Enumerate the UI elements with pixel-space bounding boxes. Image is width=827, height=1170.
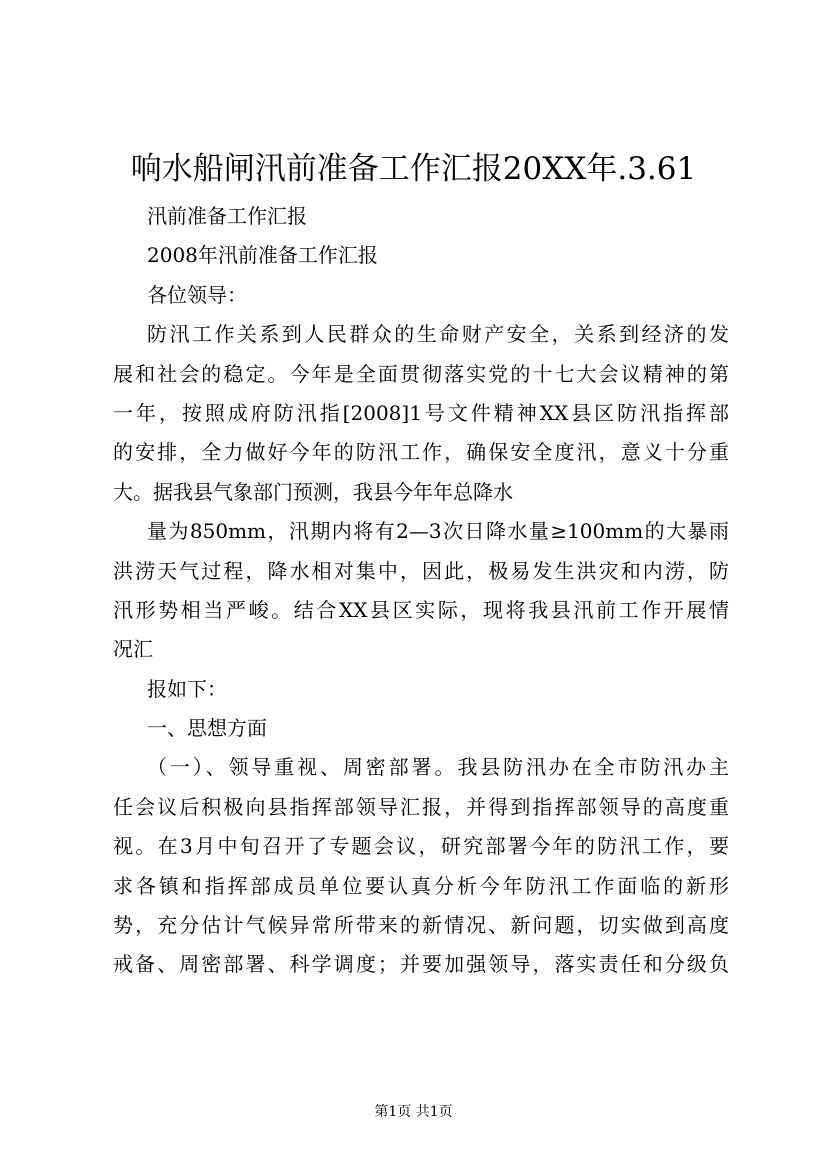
text-line: 一年，按照成府防汛指[2008]1号文件精神XX县区防汛指挥部 <box>113 400 729 425</box>
document-body <box>113 197 729 985</box>
text-line: 戒备、周密部署、科学调度；并要加强领导，落实责任和分级负 <box>113 952 729 977</box>
text-line: 防汛工作关系到人民群众的生命财产安全，关系到经济的发 <box>147 322 729 347</box>
text-line: 2008年汛前准备工作汇报 <box>147 243 378 268</box>
text-line: 视。在3月中旬召开了专题会议，研究部署今年的防汛工作，要 <box>113 834 729 859</box>
text-line: （一）、领导重视、周密部署。我县防汛办在全市防汛办主 <box>147 755 729 780</box>
text-line: 的安排，全力做好今年的防汛工作，确保安全度汛，意义十分重 <box>113 440 729 465</box>
text-line: 况汇 <box>113 637 153 662</box>
text-line: 势，充分估计气候异常所带来的新情况、新问题，切实做到高度 <box>113 913 729 938</box>
text-line: 汛形势相当严峻。结合XX县区实际，现将我县汛前工作开展情 <box>113 597 729 622</box>
text-line: 量为850mm，汛期内将有2—3次日降水量≥100mm的大暴雨 <box>147 519 729 544</box>
text-line: 一、思想方面 <box>147 716 267 741</box>
text-line: 展和社会的稳定。今年是全面贯彻落实党的十七大会议精神的第 <box>113 361 729 386</box>
text-line: 大。据我县气象部门预测，我县今年年总降水 <box>113 479 513 504</box>
text-line: 求各镇和指挥部成员单位要认真分析今年防汛工作面临的新形 <box>113 873 729 898</box>
text-line: 任会议后积极向县指挥部领导汇报，并得到指挥部领导的高度重 <box>113 794 729 819</box>
document-title: 响水船闸汛前准备工作汇报20XX年.3.61 <box>130 151 697 187</box>
text-line: 洪涝天气过程，降水相对集中，因此，极易发生洪灾和内涝，防 <box>113 558 729 583</box>
page-footer: 第1页 共1页 <box>374 1104 453 1120</box>
text-line: 汛前准备工作汇报 <box>147 204 307 228</box>
text-line: 各位领导： <box>147 282 247 307</box>
text-line: 报如下： <box>147 676 227 701</box>
